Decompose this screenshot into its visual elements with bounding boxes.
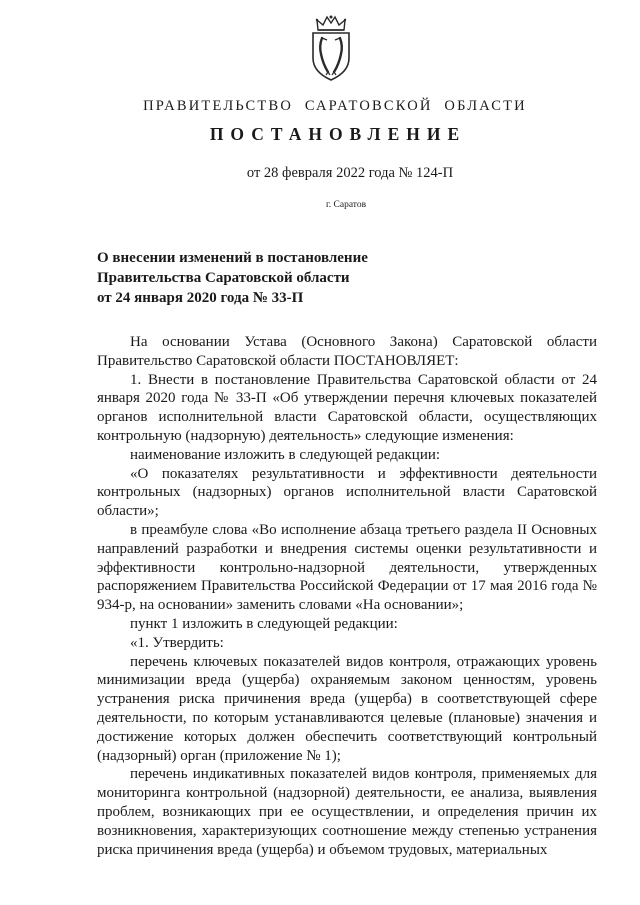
document-subject	[97, 248, 368, 308]
document-body	[97, 333, 597, 859]
document-date-number: от 28 февраля 2022 года № 124-П	[246, 165, 454, 181]
document-city: г. Саратов	[325, 200, 367, 210]
paragraph: «О показателях результативности и эффективности деятельности контрольных (надзорных) органов исполнительной власти Саратовской области»;	[97, 465, 597, 520]
document-type: ПОСТАНОВЛЕНИЕ	[209, 124, 467, 144]
paragraph: в преамбуле слова «Во исполнение абзаца третьего раздела II Основных направлений разработки и внедрения системы оценки результативности и эффективности контрольно-надзорной деятельности, утвержденных распоряжением Правительства Российской Федерации от 17 мая 2016 года № 934-р, на основании» заменить словами «На основании»;	[97, 521, 597, 614]
subject-line: О внесении изменений в постановление	[97, 250, 368, 266]
subject-line: Правительства Саратовской области	[97, 270, 350, 286]
paragraph: перечень ключевых показателей видов контроля, отражающих уровень минимизации вреда (ущерба) охраняемым законом ценностям, уровень устранения риска причинения вреда (ущерба) в соответствующей сфере деятельности, по которым устанавливаются целевые (плановые) значения и достижение которых должен обеспечить соответствующий контрольный (надзорный) орган (приложение № 1);	[97, 653, 597, 764]
subject-line: от 24 января 2020 года № 33-П	[97, 290, 304, 306]
government-title: ПРАВИТЕЛЬСТВО САРАТОВСКОЙ ОБЛАСТИ	[143, 98, 527, 114]
paragraph: «1. Утвердить:	[130, 634, 224, 651]
paragraph: перечень индикативных показателей видов контроля, применяемых для мониторинга контрольной (надзорной) деятельности, ее анализа, выявления проблем, возникающих при ее осуществлении, и определения причин их возникновения, характеризующих соотношение между степенью устранения риска причинения вреда (ущерба) и объемом трудовых, материальных	[97, 766, 597, 858]
paragraph: пункт 1 изложить в следующей редакции:	[130, 615, 398, 632]
paragraph: На основании Устава (Основного Закона) Саратовской области Правительство Саратовской области ПОСТАНОВЛЯЕТ:	[97, 334, 597, 369]
saratov-coat-of-arms-icon	[306, 14, 356, 82]
paragraph: наименование изложить в следующей редакции:	[130, 446, 441, 463]
paragraph: 1. Внести в постановление Правительства Саратовской области от 24 января 2020 года № 33-П «Об утверждении перечня ключевых показателей органов исполнительной власти Саратовской области, осуществляющих контрольную (надзорную) деятельность» следующие изменения:	[97, 371, 597, 444]
